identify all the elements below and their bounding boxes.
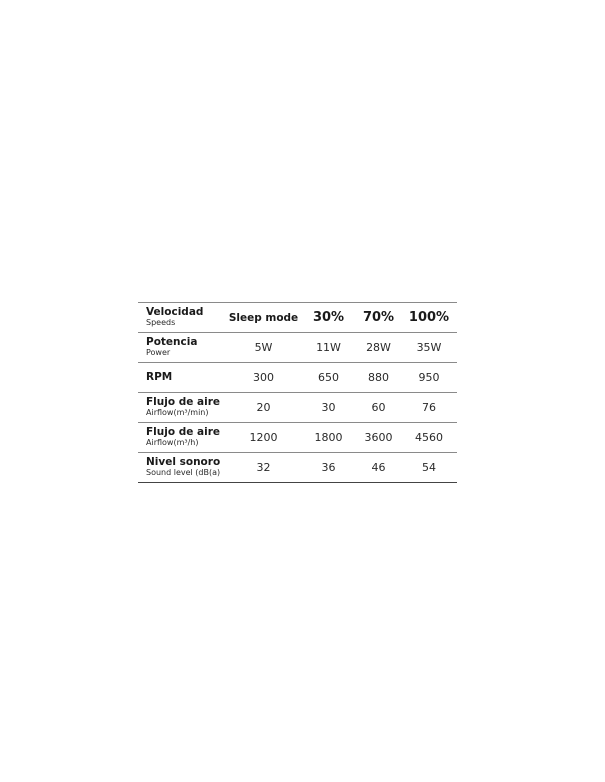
table-row-airflow-min — [138, 393, 457, 423]
table-cell: 76 — [401, 393, 457, 423]
row-label-cell — [138, 393, 226, 423]
row-label-main: Flujo de aire — [146, 425, 220, 438]
row-label-main: Potencia — [146, 335, 198, 348]
table-row-airflow-hour — [138, 423, 457, 453]
row-label-cell — [138, 333, 226, 363]
table-cell: 32 — [226, 453, 301, 483]
table-cell: 4560 — [401, 423, 457, 453]
header-100-percent: 100% — [401, 303, 457, 333]
row-label-sub: Power — [146, 348, 171, 358]
table-cell: 35W — [401, 333, 457, 363]
row-label-main: Flujo de aire — [146, 395, 220, 408]
table-header-row — [138, 303, 457, 333]
table-cell: 1800 — [301, 423, 356, 453]
table-cell: 46 — [356, 453, 401, 483]
header-30-percent: 30% — [301, 303, 356, 333]
header-label-sub: Speeds — [146, 318, 176, 328]
table-row-power — [138, 333, 457, 363]
table-cell: 30 — [301, 393, 356, 423]
table-cell: 20 — [226, 393, 301, 423]
table-row-sound-level — [138, 453, 457, 483]
row-label-main: RPM — [146, 370, 173, 383]
row-label-main: Nivel sonoro — [146, 455, 221, 468]
table-cell: 54 — [401, 453, 457, 483]
table-cell: 28W — [356, 333, 401, 363]
header-sleep-mode: Sleep mode — [226, 303, 301, 333]
table-cell: 950 — [401, 363, 457, 393]
row-label-cell — [138, 453, 226, 483]
specifications-table — [138, 302, 457, 483]
table-cell: 5W — [226, 333, 301, 363]
header-70-percent: 70% — [356, 303, 401, 333]
header-label-main: Velocidad — [146, 305, 204, 318]
header-label-cell — [138, 303, 226, 333]
table-cell: 650 — [301, 363, 356, 393]
table-cell: 1200 — [226, 423, 301, 453]
table-cell: 880 — [356, 363, 401, 393]
table-row-rpm — [138, 363, 457, 393]
row-label-cell — [138, 423, 226, 453]
table-cell: 3600 — [356, 423, 401, 453]
table-cell: 60 — [356, 393, 401, 423]
row-label-sub: Airflow(m³/min) — [146, 408, 209, 418]
row-label-sub: Airflow(m³/h) — [146, 438, 199, 448]
table-cell: 300 — [226, 363, 301, 393]
row-label-cell — [138, 363, 226, 393]
table-cell: 11W — [301, 333, 356, 363]
row-label-sub: Sound level (dB(a) — [146, 468, 221, 478]
table-cell: 36 — [301, 453, 356, 483]
